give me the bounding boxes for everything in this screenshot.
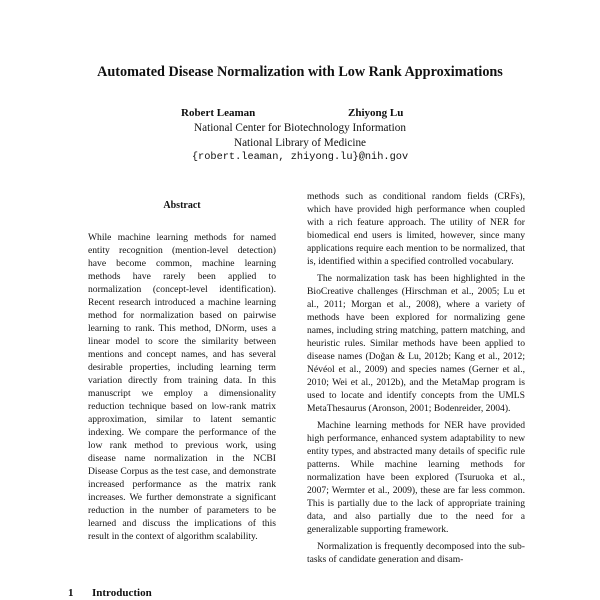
body-paragraph: Machine learning methods for NER have provided high performance, enhanced system adaptability to new entity types, and abstracted many details of specific rule patterns. While machine learning methods for normalization have been explored (Tsuruoka et al., 2007; Wermter et al., 2009), these are far less common. This is partially due to the lack of appropriate training data, and also partially due to the need for a generalizable supporting framework. xyxy=(307,420,525,535)
body-paragraph: Normalization is frequently decomposed into the sub-tasks of candidate generation and disam- xyxy=(307,541,525,565)
author-email: {robert.leaman, zhiyong.lu}@nih.gov xyxy=(191,151,409,163)
body-paragraph: The normalization task has been highlighted in the BioCreative challenges (Hirschman et al., 2005; Lu et al., 2011; Morgan et al., 2008), where a variety of methods have been explored for normalizing gene names, including string matching, pattern matching, and heuristic rules. Similar methods have been applied to disease names (Doğan & Lu, 2012b; Kang et al., 2012; Névéol et al., 2009) and species names (Gerner et al., 2010; Wei et al., 2012b), and the MetaMap program is used to locate and identify concepts from the UMLS MetaThesaurus (Aronson, 2001; Bodenreider, 2004). xyxy=(307,273,525,414)
abstract-heading: Abstract xyxy=(163,200,201,211)
author-name: Zhiyong Lu xyxy=(348,107,404,119)
paper-title: Automated Disease Normalization with Low Rank Approximations xyxy=(97,64,503,80)
affiliation: National Library of Medicine xyxy=(233,137,367,149)
section-title: Introduction xyxy=(92,587,152,599)
author-name: Robert Leaman xyxy=(181,107,256,119)
section-number: 1 xyxy=(68,587,74,599)
right-column xyxy=(307,190,525,570)
author-block xyxy=(0,106,600,166)
left-column xyxy=(88,200,276,543)
section-heading xyxy=(68,587,288,600)
abstract-text: While machine learning methods for named entity recognition (mention-level detection) have become common, machine learning methods have rarely been applied to normalization (concept-level identification). Recent research introduced a machine learning method for normalization based on pairwise learning to rank. This method, DNorm, uses a linear model to score the similarity between mentions and concept names, and has several desirable properties, including learning term variation directly from training data. In this manuscript we employ a dimensionality reduction technique based on low-rank matrix approximation, similar to latent semantic indexing. We compare the performance of the low rank method to previous work, using disease name normalization in the NCBI Disease Corpus as the test case, and demonstrate increased performance as the matrix rank increases. We further demonstrate a significant reduction in the number of parameters to be learned and discuss the implications of this result in the context of algorithm scalability. xyxy=(88,232,276,542)
body-paragraph: methods such as conditional random fields (CRFs), which have provided high performance when coupled with a rich feature approach. The utility of NER for biomedical end users is limited, however, since many applications require each mention to be normalized, that is, identified within a specified controlled vocabulary. xyxy=(307,191,525,267)
affiliation: National Center for Biotechnology Information xyxy=(194,122,406,134)
